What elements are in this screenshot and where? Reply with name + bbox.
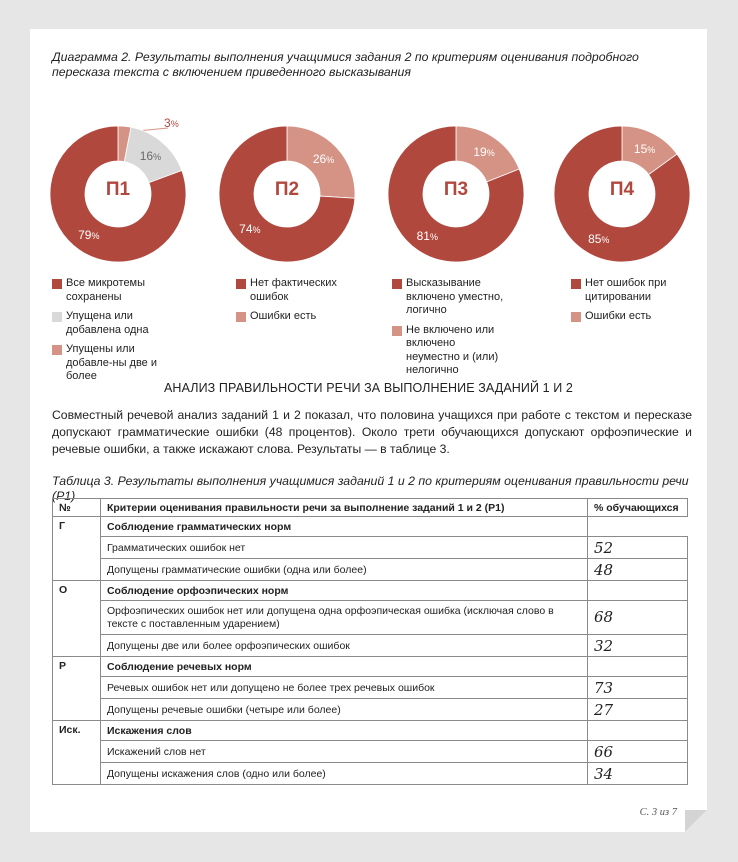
section-name: Соблюдение орфоэпических норм: [100, 581, 587, 601]
criterion-value: 68: [588, 601, 688, 635]
table-row: [53, 559, 688, 581]
slice-label-26: [313, 152, 334, 167]
criterion-value: 34: [588, 763, 688, 785]
section-code: Р: [53, 657, 101, 721]
criterion-text: Грамматических ошибок нет: [100, 537, 587, 559]
percent-sign: %: [647, 145, 656, 155]
section-empty-cell: [588, 657, 688, 677]
criterion-text: Искажений слов нет: [100, 741, 587, 763]
table-row: [53, 677, 688, 699]
legend-item: [571, 310, 681, 324]
slice-label-74: [239, 222, 260, 237]
table-row: [53, 763, 688, 785]
criterion-value: 48: [588, 559, 688, 581]
legend-item: [236, 277, 346, 304]
slice-label-15: [634, 142, 655, 157]
slice-label-16: [140, 149, 161, 164]
criterion-text: Орфоэпических ошибок нет или допущена одна орфоэпическая ошибка (исключая слово в тексте с поставленным ударением): [100, 601, 587, 635]
slice-value: 85: [588, 231, 602, 246]
legend-item: [571, 277, 681, 304]
legend-item: [52, 343, 182, 384]
document-page: [30, 29, 707, 832]
criterion-text: Речевых ошибок нет или допущено не более трех речевых ошибок: [100, 677, 587, 699]
criterion-value: 73: [588, 677, 688, 699]
slice-label-79: [78, 228, 99, 243]
legend-text: Нет ошибок при цитировании: [585, 277, 667, 303]
legend-П2: [236, 277, 346, 330]
criterion-value: 27: [588, 699, 688, 721]
criterion-text: Допущены грамматические ошибки (одна или более): [100, 559, 587, 581]
table-section-row: [53, 657, 688, 677]
slice-value: 26: [312, 152, 327, 167]
criterion-value: 66: [588, 741, 688, 763]
chart-center-label: П4: [609, 179, 635, 200]
table-row: [53, 635, 688, 657]
table-section-row: [53, 721, 688, 741]
legend-swatch: [392, 326, 402, 336]
donut-chart-П2: [217, 124, 357, 264]
page-fold-corner: [685, 810, 707, 832]
table-row: [53, 601, 688, 635]
table-row: [53, 537, 688, 559]
criterion-value: 32: [588, 635, 688, 657]
section-title: АНАЛИЗ ПРАВИЛЬНОСТИ РЕЧИ ЗА ВЫПОЛНЕНИЕ ЗАДАНИЙ 1 И 2: [164, 381, 573, 395]
legend-swatch: [392, 279, 402, 289]
chart-center-label: П2: [274, 179, 300, 200]
percent-sign: %: [252, 224, 261, 235]
section-name: Соблюдение речевых норм: [100, 657, 587, 677]
legend-П3: [392, 277, 512, 384]
analysis-paragraph: Совместный речевой анализ заданий 1 и 2 показал, что половина учащихся при работе с текстом и пересказе допускают грамматические ошибки (48 процентов). Около трети обучающихся допускают орфоэпические и речевые ошибки, а также искажают слова. Результаты — в таблице 3.: [52, 408, 692, 456]
donut-chart-П3: [386, 124, 526, 264]
slice-value: 79: [78, 228, 92, 243]
slice-label-85: [588, 232, 609, 247]
slice-label-19: [473, 145, 494, 160]
legend-text: Ошибки есть: [250, 310, 317, 322]
percent-sign: %: [153, 151, 162, 162]
chart-center-label: П1: [105, 179, 131, 200]
legend-П1: [52, 277, 182, 390]
legend-swatch: [236, 279, 246, 289]
slice-value: 74: [239, 221, 253, 236]
criterion-value: 52: [588, 537, 688, 559]
donut-chart-П4: [552, 124, 692, 264]
section-code: Иск.: [53, 721, 101, 785]
criterion-text: Допущены две или более орфоэпических ошибок: [100, 635, 587, 657]
diagram-caption: Диаграмма 2. Результаты выполнения учащимися задания 2 по критериям оценивания подробного пересказа текста с включением приведенного высказывания: [52, 50, 639, 79]
legend-item: [52, 277, 182, 304]
legend-swatch: [571, 312, 581, 322]
criterion-text: Допущены искажения слов (одно или более): [100, 763, 587, 785]
slice-label-81: [417, 229, 438, 244]
section-name: Искажения слов: [100, 721, 587, 741]
legend-swatch: [52, 345, 62, 355]
table-row: [53, 741, 688, 763]
legend-text: Нет фактических ошибок: [250, 277, 337, 303]
donut-chart-П1: [48, 116, 188, 264]
slice-value: 15: [633, 142, 648, 156]
criterion-text: Допущены речевые ошибки (четыре или более): [100, 699, 587, 721]
section-code: О: [53, 581, 101, 657]
legend-П4: [571, 277, 681, 330]
slice-value: 19: [473, 145, 487, 160]
header-num: №: [53, 499, 101, 517]
table-section-row: [53, 517, 688, 537]
legend-swatch: [52, 312, 62, 322]
header-percent: % обучающихся: [588, 499, 688, 517]
legend-swatch: [236, 312, 246, 322]
percent-sign: %: [326, 155, 335, 166]
slice-label-3: [164, 116, 179, 131]
percent-sign: %: [486, 148, 495, 159]
page-number: С. 3 из 7: [639, 807, 677, 818]
slice-value: 81: [416, 228, 430, 243]
section-name: Соблюдение грамматических норм: [100, 517, 587, 537]
section-empty-cell: [588, 581, 688, 601]
legend-swatch: [52, 279, 62, 289]
legend-item: [392, 277, 512, 318]
legend-item: [52, 310, 182, 337]
percent-sign: %: [601, 234, 610, 245]
legend-swatch: [571, 279, 581, 289]
table-section-row: [53, 581, 688, 601]
legend-text: Упущены или добавле-ны две и более: [66, 343, 157, 382]
table-header-row: [53, 499, 688, 517]
legend-text: Высказывание включено уместно, логично: [406, 277, 504, 316]
legend-text: Не включено или включено неуместно и (или) нелогично: [406, 323, 499, 376]
section-empty-cell: [588, 721, 688, 741]
percent-sign: %: [429, 231, 438, 242]
results-table: [52, 498, 688, 785]
legend-item: [392, 324, 512, 378]
percent-sign: %: [170, 119, 179, 129]
section-code: Г: [53, 517, 101, 581]
chart-center-label: П3: [443, 179, 469, 200]
table-caption: Таблица 3. Результаты выполнения учащимися заданий 1 и 2 по критериям оценивания правильности речи (Р1): [52, 474, 689, 503]
legend-text: Упущена или добавлена одна: [66, 310, 149, 336]
slice-value: 16: [139, 148, 154, 163]
slice-value: 3: [164, 116, 171, 130]
legend-text: Ошибки есть: [585, 310, 652, 322]
legend-item: [236, 310, 346, 324]
table-row: [53, 699, 688, 721]
header-criteria: Критерии оценивания правильности речи за выполнение заданий 1 и 2 (Р1): [100, 499, 587, 517]
percent-sign: %: [91, 231, 100, 242]
legend-text: Все микротемы сохранены: [66, 277, 146, 303]
